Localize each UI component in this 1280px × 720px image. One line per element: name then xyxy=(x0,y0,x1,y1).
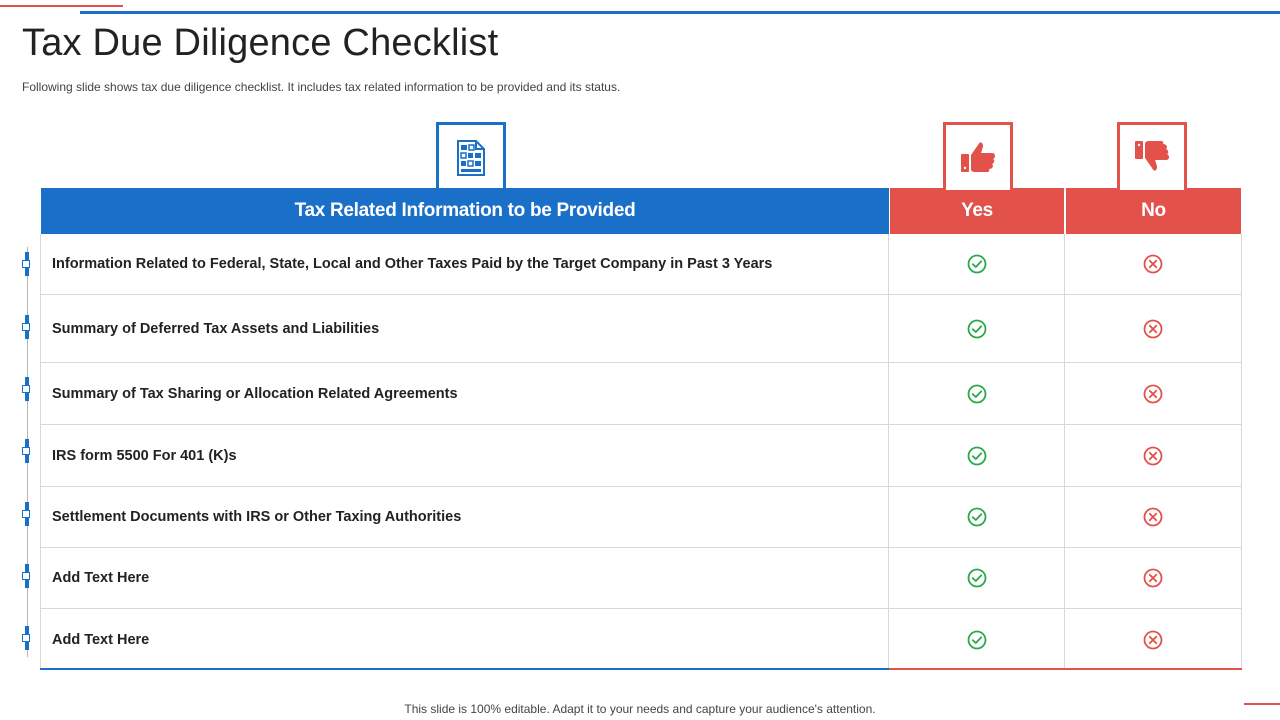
row-label: Settlement Documents with IRS or Other Taxing Authorities xyxy=(40,487,889,547)
header-info: Tax Related Information to be Provided xyxy=(41,188,889,234)
table-row xyxy=(40,609,1242,670)
x-circle-icon xyxy=(1143,568,1163,588)
page-title: Tax Due Diligence Checklist xyxy=(22,22,499,64)
x-circle-icon xyxy=(1143,446,1163,466)
no-icon-box xyxy=(1117,122,1187,190)
table-base-blue xyxy=(40,668,889,670)
top-accent-red xyxy=(0,5,123,7)
x-circle-icon xyxy=(1143,254,1163,274)
no-cell[interactable] xyxy=(1065,609,1242,670)
yes-cell[interactable] xyxy=(889,425,1065,486)
yes-icon-box xyxy=(943,122,1013,190)
timeline-node xyxy=(22,385,30,393)
timeline-node xyxy=(22,447,30,455)
table-base-red xyxy=(889,668,1242,670)
timeline-node xyxy=(22,323,30,331)
page-subtitle: Following slide shows tax due diligence checklist. It includes tax related information to be provided and its status. xyxy=(22,80,621,94)
timeline-node xyxy=(22,260,30,268)
check-circle-icon xyxy=(967,568,987,588)
row-label: Summary of Deferred Tax Assets and Liabilities xyxy=(40,295,889,362)
x-circle-icon xyxy=(1143,507,1163,527)
no-cell[interactable] xyxy=(1065,295,1242,362)
table-row xyxy=(40,487,1242,548)
no-cell[interactable] xyxy=(1065,548,1242,608)
document-icon-box xyxy=(436,122,506,188)
row-label: Add Text Here xyxy=(40,609,889,670)
x-circle-icon xyxy=(1143,630,1163,650)
header-yes: Yes xyxy=(890,188,1064,234)
table-row xyxy=(40,363,1242,425)
no-cell[interactable] xyxy=(1065,363,1242,424)
document-checklist-icon xyxy=(456,139,486,177)
timeline-node xyxy=(22,510,30,518)
check-circle-icon xyxy=(967,507,987,527)
checklist-table xyxy=(40,234,1242,670)
yes-cell[interactable] xyxy=(889,609,1065,670)
header-no: No xyxy=(1066,188,1241,234)
no-cell[interactable] xyxy=(1065,234,1242,294)
footer-note: This slide is 100% editable. Adapt it to your needs and capture your audience's attention. xyxy=(404,702,876,716)
row-label: Information Related to Federal, State, Local and Other Taxes Paid by the Target Company in Past 3 Years xyxy=(40,234,889,294)
row-label: IRS form 5500 For 401 (K)s xyxy=(40,425,889,486)
table-row xyxy=(40,548,1242,609)
check-circle-icon xyxy=(967,630,987,650)
thumbs-up-icon xyxy=(959,139,997,175)
yes-cell[interactable] xyxy=(889,234,1065,294)
no-cell[interactable] xyxy=(1065,487,1242,547)
yes-cell[interactable] xyxy=(889,363,1065,424)
x-circle-icon xyxy=(1143,384,1163,404)
thumbs-down-icon xyxy=(1133,139,1171,175)
check-circle-icon xyxy=(967,254,987,274)
timeline-node xyxy=(22,572,30,580)
check-circle-icon xyxy=(967,319,987,339)
row-label: Summary of Tax Sharing or Allocation Related Agreements xyxy=(40,363,889,424)
check-circle-icon xyxy=(967,384,987,404)
table-row xyxy=(40,425,1242,487)
top-accent-blue xyxy=(80,11,1280,14)
check-circle-icon xyxy=(967,446,987,466)
no-cell[interactable] xyxy=(1065,425,1242,486)
timeline-node xyxy=(22,634,30,642)
yes-cell[interactable] xyxy=(889,295,1065,362)
row-label: Add Text Here xyxy=(40,548,889,608)
table-row xyxy=(40,234,1242,295)
yes-cell[interactable] xyxy=(889,487,1065,547)
yes-cell[interactable] xyxy=(889,548,1065,608)
table-row xyxy=(40,295,1242,363)
x-circle-icon xyxy=(1143,319,1163,339)
